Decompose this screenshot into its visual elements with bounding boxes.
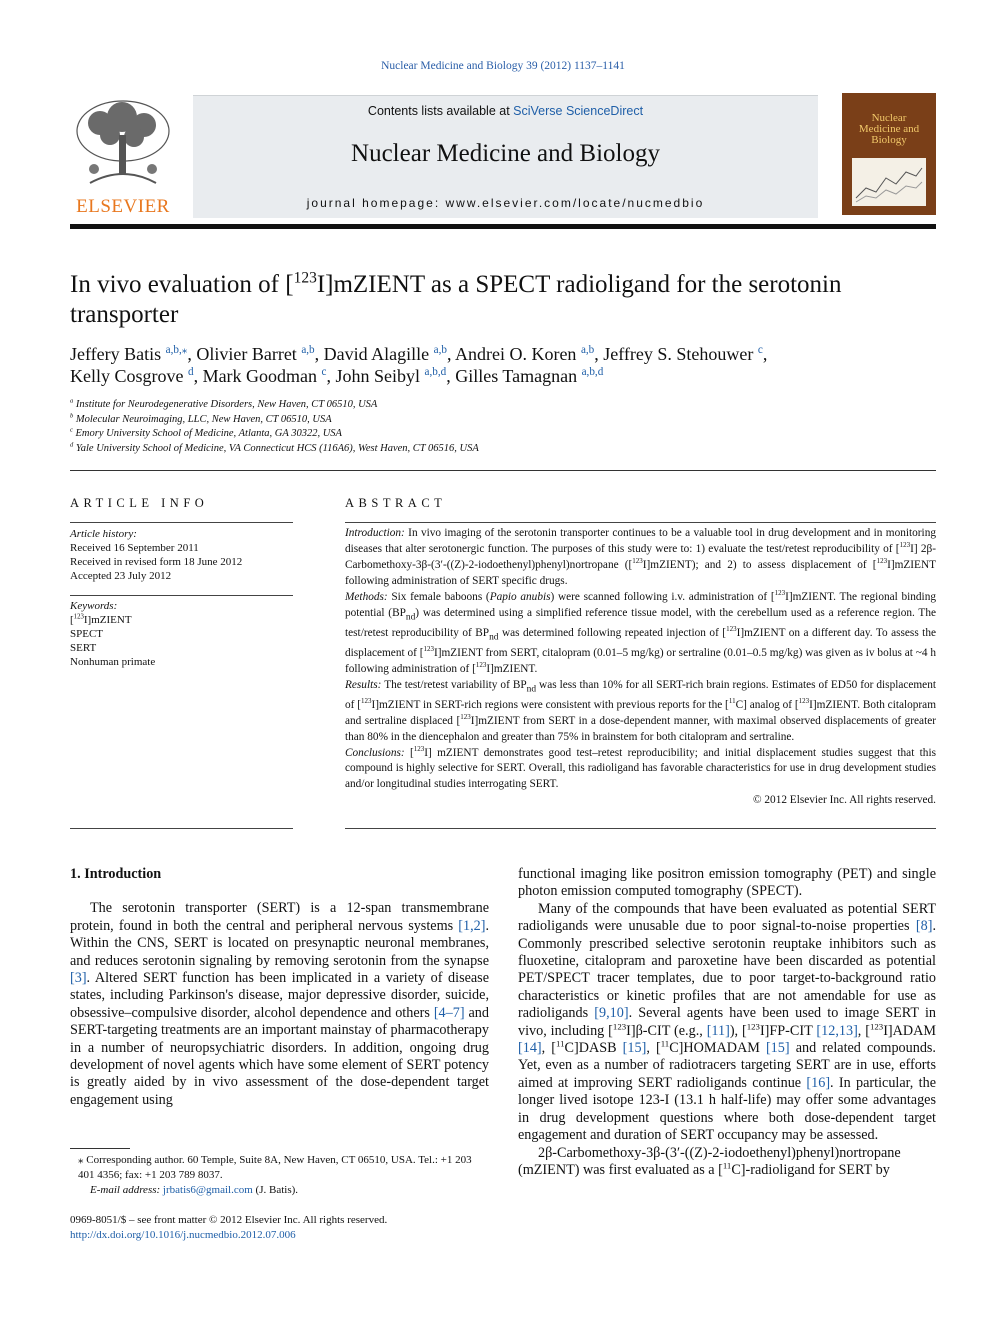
author[interactable]: Gilles Tamagnan $^{a,b,d}$ xyxy=(455,366,604,386)
abstract-results: Results: The test/retest variability of $BP_{nd}$ was less than 10% for all SERT-rich brain regions. Estimates of ED50 for displacement of [$^{123}$I]mZIENT in SERT-rich regions were consistent with previous reports for the [$^{11}$C] analog of [$^{123}$I]mZIENT. Both citalopram and sertraline displaced [$^{123}$I]mZIENT from SERT in a dose-dependent manner, with maximal observed displacements of greater than 80% in the diencephalon and greater than 75% in brainstem for both citalopram and sertraline. xyxy=(345,678,936,743)
body-right-column xyxy=(518,866,936,1179)
section-heading: 1. Introduction xyxy=(70,866,162,882)
reference-link[interactable]: [3] xyxy=(70,970,87,987)
reference-link[interactable]: [16] xyxy=(806,1074,831,1091)
reference-link[interactable]: [8] xyxy=(915,918,933,935)
reference-link[interactable]: [12,13] xyxy=(816,1022,858,1039)
footnote-rule xyxy=(70,1148,130,1149)
affiliation: $^c$ Emory University School of Medicine, Atlanta, GA 30322, USA xyxy=(70,426,342,439)
author-list: Jeffery Batis $^{a,b,⁎}$, Olivier Barret $^{a,b}$, David Alagille $^{a,b}$, Andrei O. Koren $^{a,b}$, Jeffrey S. Stehouwer $^c$, Kelly Cosgrove $^d$, Mark Goodman $^c$, John Seibyl $^{a,b,d}$, Gilles Tamagnan $^{a,b,d}$ xyxy=(70,344,768,386)
divider xyxy=(70,595,293,596)
affiliation: $^a$ Institute for Neurodegenerative Disorders, New Haven, CT 06510, USA xyxy=(70,397,378,410)
journal-cover-thumbnail xyxy=(842,93,936,215)
divider xyxy=(345,828,936,829)
abstract-text xyxy=(345,526,936,809)
history-label: Article history: xyxy=(70,528,137,540)
keyword: SPECT xyxy=(70,628,104,640)
affiliation: $^d$ Yale University School of Medicine, VA Connecticut HCS (116A6), West Haven, CT 06516, USA xyxy=(70,441,479,454)
cover-title: Nuclear Medicine and Biology xyxy=(858,112,920,146)
reference-link[interactable]: [14] xyxy=(518,1040,542,1057)
reference-link[interactable]: [1,2] xyxy=(458,917,486,934)
doi-link[interactable]: http://dx.doi.org/10.1016/j.nucmedbio.2012.07.006 xyxy=(70,1229,296,1241)
abstract-methods: Methods: Six female baboons (Papio anubis) were scanned following i.v. administration of [$^{123}$I]mZIENT. The regional binding potential $(BP_{nd})$ was determined using a simplified reference tissue model, with the cerebellum used as a reference region. The test/retest reproducibility of $BP_{nd}$ was determined following repeated injection of [$^{123}$I]mZIENT on a different day. To assess the displacement of [$^{123}$I]mZIENT from SERT, citalopram (0.01–5 mg/kg) or sertraline (0.01–0.5 mg/kg) was given as iv bolus at ~4 h following administration of [$^{123}$I]mZIENT. xyxy=(345,588,937,675)
keyword: [$^{123}$I]mZIENT xyxy=(70,613,132,626)
divider xyxy=(70,470,936,471)
reference-link[interactable]: [15] xyxy=(622,1040,647,1057)
divider xyxy=(70,522,293,523)
journal-name: Nuclear Medicine and Biology xyxy=(351,140,660,167)
keywords-label: Keywords: xyxy=(70,600,118,612)
publisher-logo-text: ELSEVIER xyxy=(76,196,170,217)
cover-figure xyxy=(852,158,926,206)
journal-citation[interactable]: Nuclear Medicine and Biology 39 (2012) 1137–1141 xyxy=(381,60,625,72)
affiliations xyxy=(70,398,936,456)
author[interactable]: Jeffery Batis $^{a,b,⁎}$ xyxy=(70,344,188,364)
reference-link[interactable]: [11] xyxy=(706,1022,730,1039)
corresponding-author-footnote: ⁎ Corresponding author. 60 Temple, Suite 8A, New Haven, CT 06510, USA. Tel.: +1 203 401 4356; fax: +1 203 789 8037. E-mail address: jrbatis6@gmail.com (J. Batis). xyxy=(78,1154,472,1196)
revised-date: Received in revised form 18 June 2012 xyxy=(70,556,243,568)
article-title: In vivo evaluation of [$^{123}$I]mZIENT as a SPECT radioligand for the serotonin transporter xyxy=(70,269,842,328)
reference-link[interactable]: [4–7] xyxy=(433,1004,465,1021)
keyword: SERT xyxy=(70,642,97,654)
body-left-column xyxy=(70,866,489,1109)
article-info-heading: ARTICLE INFO xyxy=(70,496,209,510)
author[interactable]: John Seibyl $^{a,b,d}$ xyxy=(335,366,447,386)
reference-link[interactable]: [9,10] xyxy=(594,1005,629,1022)
page-footer xyxy=(70,1213,489,1243)
accepted-date: Accepted 23 July 2012 xyxy=(70,570,172,582)
author[interactable]: Andrei O. Koren $^{a,b}$ xyxy=(454,344,595,364)
keywords xyxy=(70,599,293,669)
paragraph: The serotonin transporter (SERT) is a 12-span transmembrane protein, found in both the central and peripheral nervous systems [1,2]. Within the CNS, SERT is located on presynaptic neuronal membranes, and reduces serotonin signaling by removing serotonin from the synapse [3]. Altered SERT function has been implicated in a variety of disease states, including Parkinson's disease, major depressive disorder, suicide, obsessive–compulsive disorder, alcohol dependence and others [4–7] and SERT-targeting treatments are an important mainstay of pharmacotherapy in a number of neuropsychiatric disorders. In addition, ongoing drug development of novel agents which have some element of SERT potency is greatly aided by in vivo assessment of the dose-dependent target engagement using xyxy=(70,900,489,1108)
email-link[interactable]: jrbatis6@gmail.com xyxy=(162,1184,253,1196)
abstract-heading: ABSTRACT xyxy=(345,496,447,510)
paragraph: Many of the compounds that have been evaluated as potential SERT radioligands were unusable due to poor signal-to-noise properties [8]. Commonly prescribed selective serotonin reuptake inhibitors such as fluoxetine, citalopram and paroxetine have been discarded as potential PET/SPECT tracer templates, due to poor target-to-background ratio characteristics or kinetic profiles that are not amendable for use as radioligands [9,10]. Several agents have been used to image SERT in vivo, including [$^{123}$I]β-CIT (e.g., [11]), [$^{123}$I]FP-CIT [12,13], [$^{123}$I]ADAM [14], [$^{11}$C]DASB [15], [$^{11}$C]HOMADAM [15] and related compounds. Yet, even as a number of radiotracers targeting SERT are in use, efforts aimed at improving SERT radioligands continue [16]. In particular, the longer lived isotope 123-I (13.1 h half-life) may offer some advantages in drug development questions where both dose-dependent target engagement and duration of SERT occupancy may be assessed. xyxy=(518,900,937,1144)
sciencedirect-link[interactable]: SciVerse ScienceDirect xyxy=(513,104,644,118)
divider xyxy=(70,828,293,829)
keyword: Nonhuman primate xyxy=(70,656,156,668)
author[interactable]: David Alagille $^{a,b}$ xyxy=(323,344,447,364)
abstract-conclusions: Conclusions: [$^{123}$I] mZIENT demonstrates good test–retest reproducibility; and initial displacement studies suggest that this compound is highly selective for SERT. Overall, this radioligand has favorable characteristics for use in drug development studies and/or longitudinal studies interrogating SERT. xyxy=(345,744,936,791)
issn-line: 0969-8051/$ – see front matter © 2012 Elsevier Inc. All rights reserved. xyxy=(70,1214,388,1226)
divider xyxy=(345,522,936,523)
contents-line: Contents lists available at SciVerse ScienceDirect xyxy=(367,104,644,118)
journal-homepage[interactable]: journal homepage: www.elsevier.com/locate/nucmedbio xyxy=(306,196,705,210)
received-date: Received 16 September 2011 xyxy=(70,542,199,554)
author[interactable]: Jeffrey S. Stehouwer $^c$ xyxy=(603,344,763,364)
abstract-introduction: Introduction: In vivo imaging of the serotonin transporter continues to be a valuable tool in drug development and in monitoring diseases that alter serotonergic function. The purposes of this study were to: 1) evaluate the test/retest reproducibility of [$^{123}$I] 2β-Carbomethoxy-3β-(3′-((Z)-2-iodoethenyl)phenyl)nortropane ([$^{123}$I]mZIENT); and 2) to assess displacement of [$^{123}$I]mZIENT following administration of SERT specific drugs. xyxy=(345,527,937,587)
paragraph: functional imaging like positron emission tomography (PET) and single photon emission computed tomography (SPECT). xyxy=(518,866,936,900)
author[interactable]: Mark Goodman $^c$ xyxy=(202,366,327,386)
author[interactable]: Kelly Cosgrove $^d$ xyxy=(70,366,194,386)
affiliation: $^b$ Molecular Neuroimaging, LLC, New Haven, CT 06510, USA xyxy=(70,412,332,425)
article-history xyxy=(70,527,293,583)
paragraph: 2β-Carbomethoxy-3β-(3′-((Z)-2-iodoethenyl)phenyl)nortropane (mZIENT) was first evaluated as a [$^{11}$C]-radioligand for SERT by xyxy=(518,1144,901,1178)
reference-link[interactable]: [15] xyxy=(765,1040,790,1057)
author[interactable]: Olivier Barret $^{a,b}$ xyxy=(196,344,315,364)
header-rule xyxy=(70,224,936,229)
copyright: © 2012 Elsevier Inc. All rights reserved. xyxy=(752,794,936,807)
